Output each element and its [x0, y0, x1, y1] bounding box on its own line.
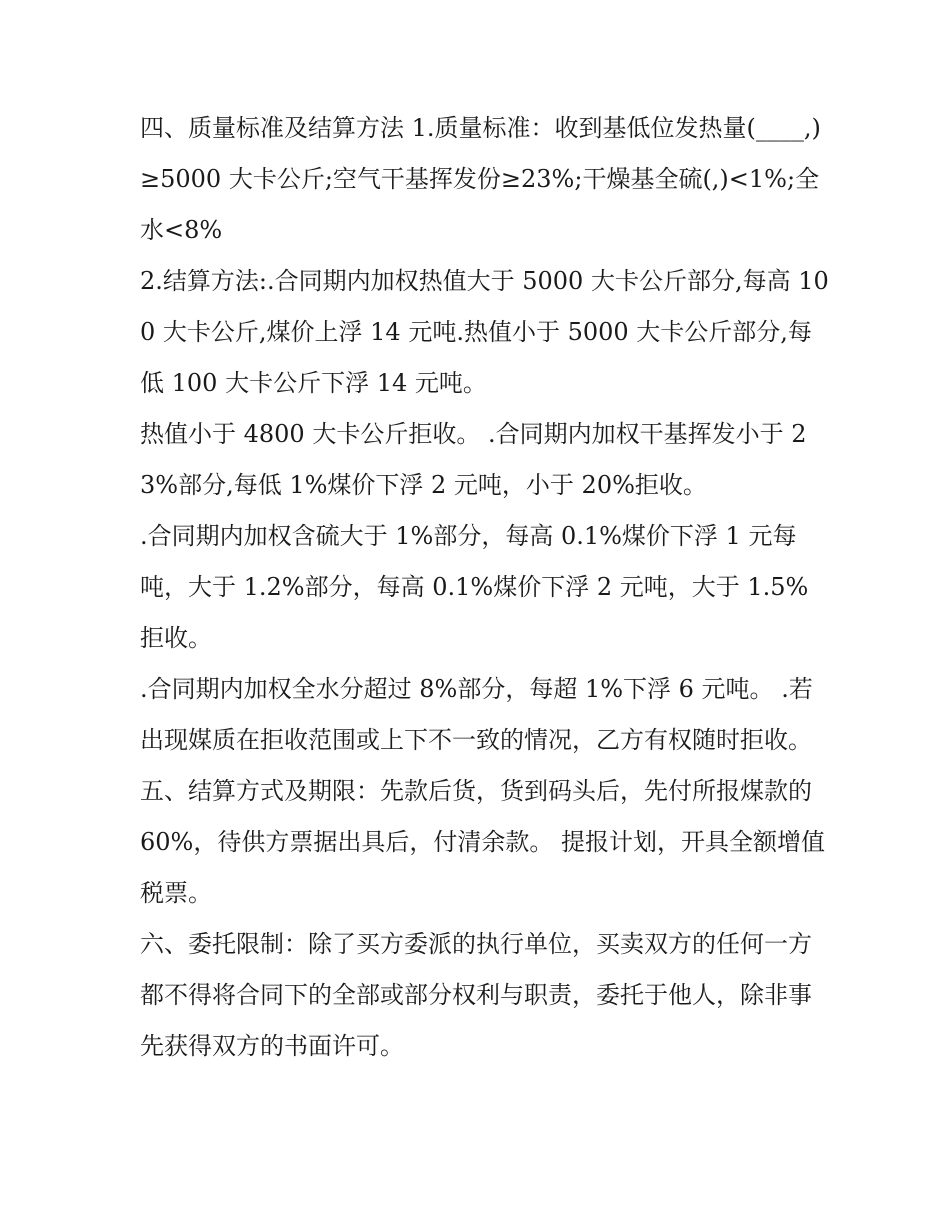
- paragraph-moisture-rule: .合同期内加权全水分超过 8%部分，每超 1%下浮 6 元吨。 .若出现媒质在拒收范围或上下不一致的情况，乙方有权随时拒收。: [140, 675, 813, 754]
- paragraph-delegation-limits: 六、委托限制：除了买方委派的执行单位，买卖双方的任何一方都不得将合同下的全部或部分权利与职责，委托于他人，除非事先获得双方的书面许可。: [140, 930, 812, 1060]
- document-body: [140, 103, 830, 1072]
- paragraph-sulfur-rule: .合同期内加权含硫大于 1%部分，每高 0.1%煤价下浮 1 元每吨，大于 1.2%部分，每高 0.1%煤价下浮 2 元吨，大于 1.5%拒收。: [140, 522, 809, 652]
- paragraph-payment-terms: 五、结算方式及期限：先款后货，货到码头后，先付所报煤款的 60%，待供方票据出具后，付清余款。 提报计划，开具全额增值税票。: [140, 777, 825, 907]
- paragraph-settlement-method: 2.结算方法:.合同期内加权热值大于 5000 大卡公斤部分,每高 100 大卡公斤,煤价上浮 14 元吨.热值小于 5000 大卡公斤部分,每低 100 大卡公斤下浮 14 元吨。: [140, 267, 829, 397]
- paragraph-quality-standard: 四、质量标准及结算方法 1.质量标准：收到基低位发热量(____,)≥5000 大卡公斤;空气干基挥发份≥23%;干燥基全硫(,)<1%;全水<8%: [140, 114, 821, 244]
- paragraph-volatile-rule: 热值小于 4800 大卡公斤拒收。 .合同期内加权干基挥发小于 23%部分,每低 1%煤价下浮 2 元吨，小于 20%拒收。: [140, 420, 807, 499]
